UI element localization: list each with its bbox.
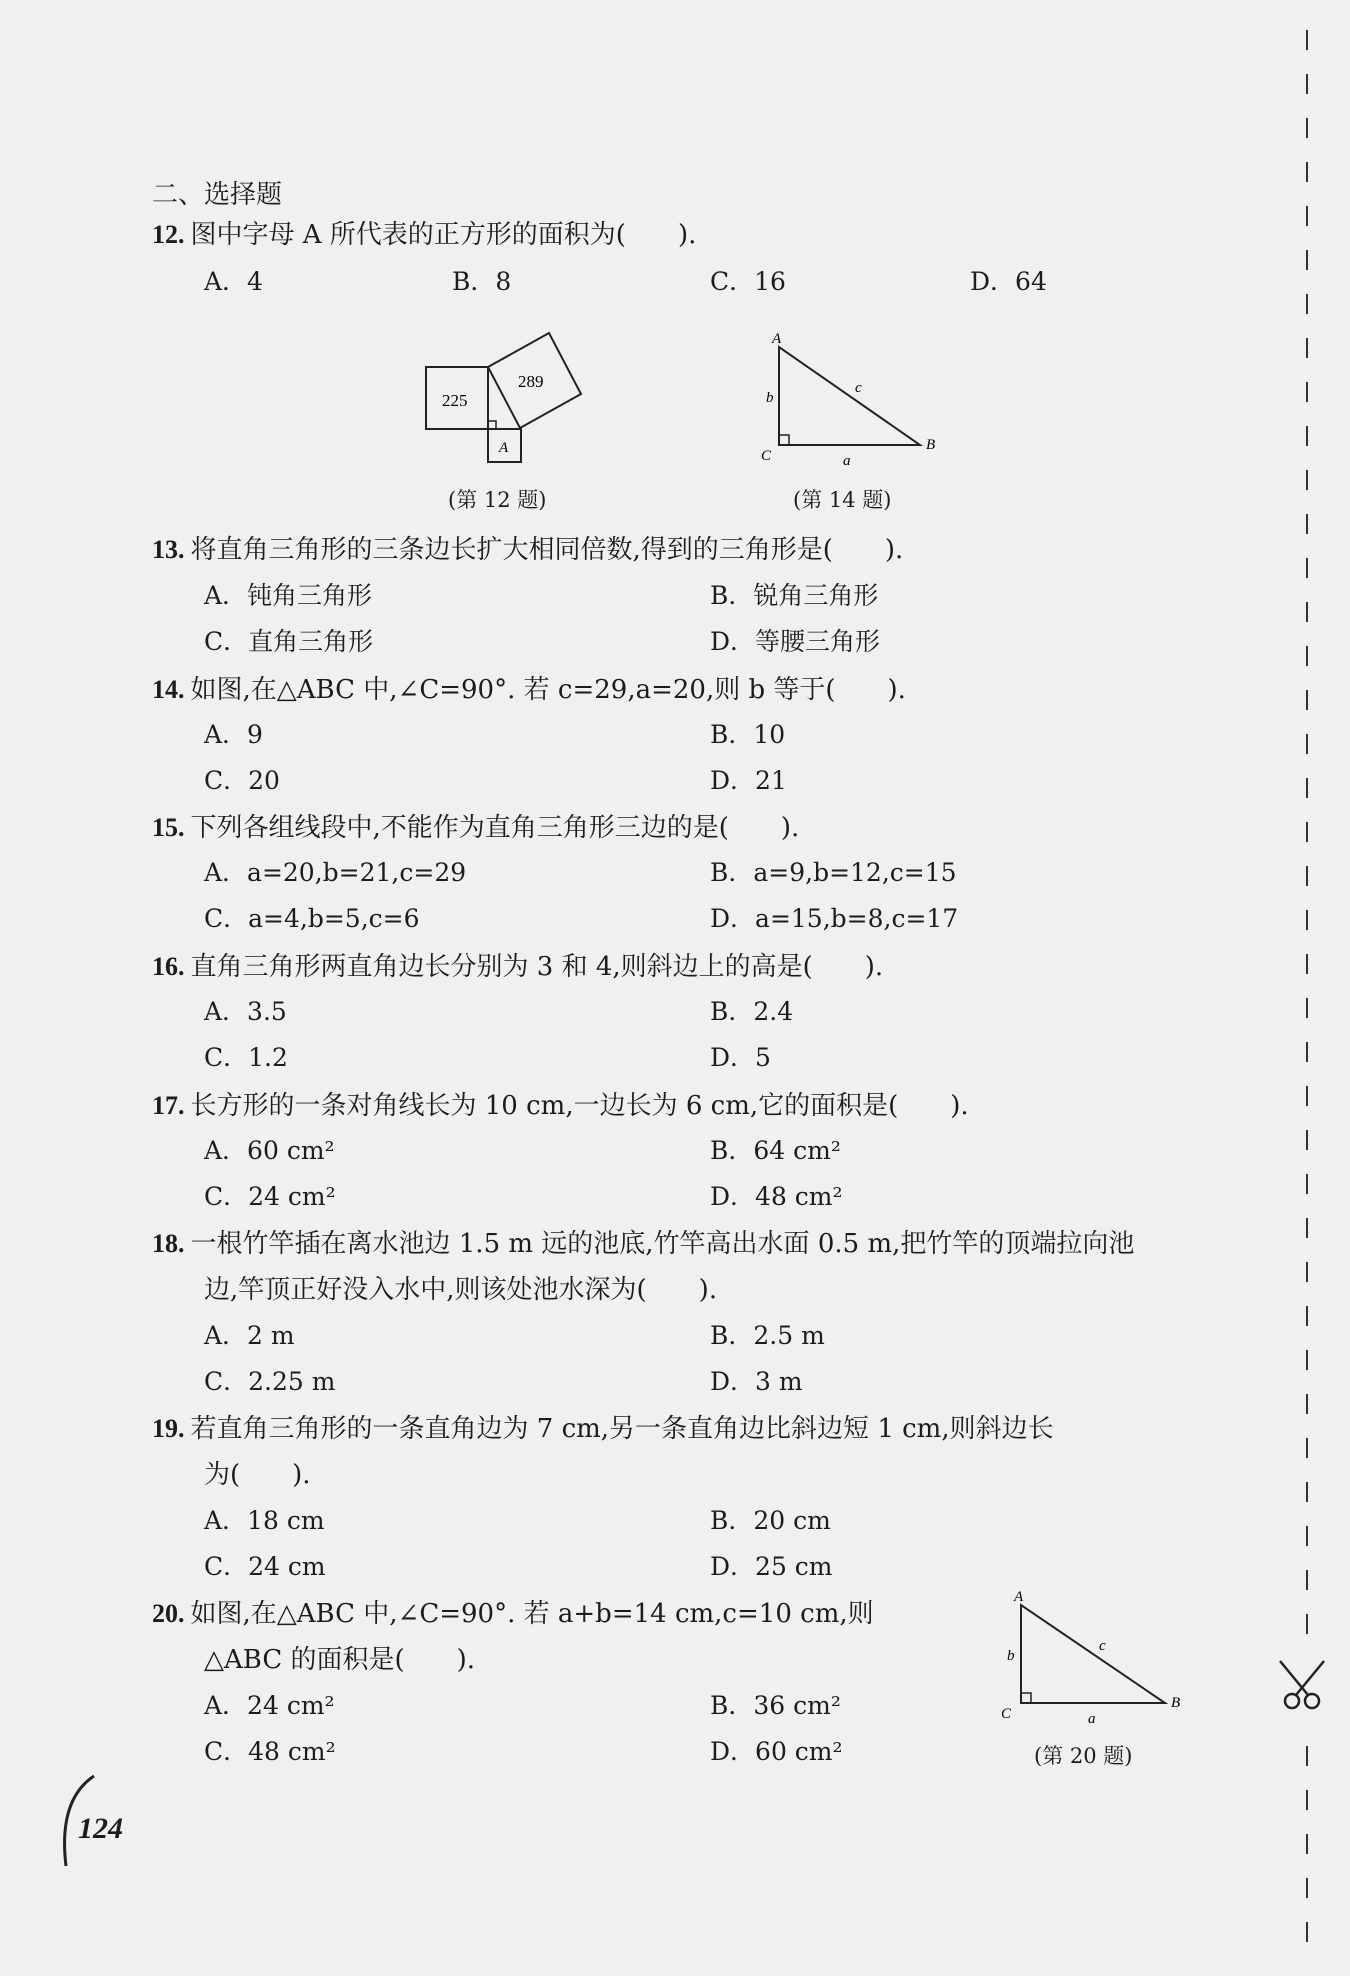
cut-line-dash [1306,734,1308,754]
option-d: D．等腰三角形 [710,627,881,656]
cut-line-dash [1306,690,1308,710]
question-17 [152,1089,969,1123]
option-c: C．24 cm² [204,1182,336,1211]
cut-line-dash [1306,338,1308,358]
cut-line-dash [1306,206,1308,226]
question-text: 一根竹竿插在离水池边 1.5 m 远的池底,竹竿高出水面 0.5 m,把竹竿的顶端拉向池 [190,1229,1135,1259]
option-a: A．a=20,b=21,c=29 [204,858,467,887]
option-d: D．48 cm² [710,1182,843,1211]
question-text: 长方形的一条对角线长为 10 cm,一边长为 6 cm,它的面积是( ). [190,1091,969,1121]
option-a: A．24 cm² [204,1691,335,1720]
figure-14-caption: (第 14 题) [793,488,892,512]
side-c: c [1099,1638,1106,1654]
section-title: 二、选择题 [152,180,283,210]
option-c: C．24 cm [204,1552,326,1581]
vertex-a: A [772,331,782,347]
question-text: 如图,在△ABC 中,∠C=90°. 若 a+b=14 cm,c=10 cm,则 [190,1599,874,1629]
figure-20-caption: (第 20 题) [1034,1744,1133,1768]
cut-line-dash [1306,1086,1308,1106]
option-a: A．18 cm [204,1506,325,1535]
vertex-b: B [1171,1695,1181,1711]
figure-12-caption: (第 12 题) [448,488,547,512]
question-14 [152,673,906,707]
option-a: A．4 [204,267,263,296]
cut-line-dash [1306,1438,1308,1458]
question-text: 下列各组线段中,不能作为直角三角形三边的是( ). [190,813,800,843]
cut-line-dash [1306,514,1308,534]
option-b: B．64 cm² [710,1136,841,1165]
cut-line-dash [1306,294,1308,314]
cut-line-dash [1306,998,1308,1018]
option-c: C．20 [204,766,280,795]
cut-line-dash [1306,1570,1308,1590]
question-number: 12. [152,220,185,249]
question-19-line-2: 为( ). [204,1460,311,1490]
cut-line-dash [1306,822,1308,842]
figure-14-triangle [755,325,955,470]
option-d: D．64 [970,267,1047,296]
option-a: A．9 [204,720,263,749]
cut-line-dash [1306,866,1308,886]
question-text: 将直角三角形的三条边长扩大相同倍数,得到的三角形是( ). [190,535,904,565]
option-a: A．60 cm² [204,1136,335,1165]
cut-line-dash [1306,162,1308,182]
cut-line-dash [1306,954,1308,974]
question-number: 15. [152,813,185,842]
cut-line-dash [1306,1130,1308,1150]
side-b: b [1007,1648,1015,1664]
option-b: B．a=9,b=12,c=15 [710,858,957,887]
cut-line-dash [1306,1042,1308,1062]
option-b: B．2.5 m [710,1321,825,1350]
question-text: 若直角三角形的一条直角边为 7 cm,另一条直角边比斜边短 1 cm,则斜边长 [190,1414,1054,1444]
cut-line-dash [1306,1306,1308,1326]
cut-line-dash [1306,74,1308,94]
vertex-a: A [1014,1589,1024,1605]
option-c: C．直角三角形 [204,627,374,656]
option-b: B．2.4 [710,997,794,1026]
option-a: A．钝角三角形 [204,581,373,610]
cut-line-dash [1306,778,1308,798]
question-number: 16. [152,952,185,981]
cut-line-dash [1306,1746,1308,1766]
option-a: A．2 m [204,1321,295,1350]
option-b: B．锐角三角形 [710,581,879,610]
side-a: a [843,453,851,469]
cut-line-dash [1306,1174,1308,1194]
question-number: 19. [152,1414,185,1443]
scissors-icon [1272,1655,1334,1715]
cut-line-dash [1306,646,1308,666]
cut-line-dash [1306,602,1308,622]
option-c: C．1.2 [204,1043,288,1072]
figure-20-triangle [995,1585,1205,1730]
question-18 [152,1227,1134,1261]
page-number: 124 [78,1812,123,1845]
option-c: C．2.25 m [204,1367,336,1396]
question-number: 20. [152,1599,185,1628]
question-text: 图中字母 A 所代表的正方形的面积为( ). [190,220,697,250]
option-b: B．36 cm² [710,1691,841,1720]
vertex-b: B [926,437,936,453]
cut-line-dash [1306,1262,1308,1282]
vertex-c: C [761,448,772,464]
side-a: a [1088,1711,1096,1727]
cut-line-dash [1306,1922,1308,1942]
label-225: 225 [442,391,468,410]
option-d: D．21 [710,766,787,795]
cut-line-dash [1306,118,1308,138]
cut-line-dash [1306,1394,1308,1414]
question-number: 13. [152,535,185,564]
cut-line-dash [1306,1834,1308,1854]
question-text: 直角三角形两直角边长分别为 3 和 4,则斜边上的高是( ). [190,952,884,982]
cut-line-dash [1306,1790,1308,1810]
option-d: D．5 [710,1043,771,1072]
side-b: b [766,390,774,406]
question-number: 17. [152,1091,185,1120]
cut-line-dash [1306,426,1308,446]
cut-line-dash [1306,558,1308,578]
question-number: 18. [152,1229,185,1258]
figure-12-squares [420,325,600,470]
cut-line-dash [1306,470,1308,490]
option-c: C．48 cm² [204,1737,336,1766]
option-d: D．60 cm² [710,1737,843,1766]
question-15 [152,811,799,845]
option-d: D．25 cm [710,1552,833,1581]
question-20-line-2: △ABC 的面积是( ). [204,1645,476,1675]
cut-line-dash [1306,250,1308,270]
question-13 [152,533,903,567]
cut-line-dash [1306,910,1308,930]
question-19 [152,1412,1054,1446]
cut-line-dash [1306,1218,1308,1238]
option-c: C．a=4,b=5,c=6 [204,904,420,933]
cut-line-dash [1306,382,1308,402]
option-b: B．20 cm [710,1506,831,1535]
option-b: B．10 [710,720,786,749]
option-d: D．3 m [710,1367,803,1396]
option-d: D．a=15,b=8,c=17 [710,904,959,933]
side-c: c [855,380,862,396]
question-number: 14. [152,675,185,704]
option-c: C．16 [710,267,786,296]
cut-line-dash [1306,1878,1308,1898]
cut-line-dash [1306,1526,1308,1546]
cut-line-dash [1306,1350,1308,1370]
option-a: A．3.5 [204,997,287,1026]
question-text: 如图,在△ABC 中,∠C=90°. 若 c=29,a=20,则 b 等于( ). [190,675,906,705]
question-20 [152,1597,874,1631]
cut-line-dash [1306,30,1308,50]
question-12 [152,218,696,252]
question-16 [152,950,883,984]
label-289: 289 [518,372,544,391]
option-b: B．8 [452,267,512,296]
cut-line-dash [1306,1482,1308,1502]
vertex-c: C [1001,1706,1012,1722]
label-a: A [499,440,509,456]
cut-line-dash [1306,1614,1308,1634]
question-18-line-2: 边,竿顶正好没入水中,则该处池水深为( ). [204,1275,718,1305]
